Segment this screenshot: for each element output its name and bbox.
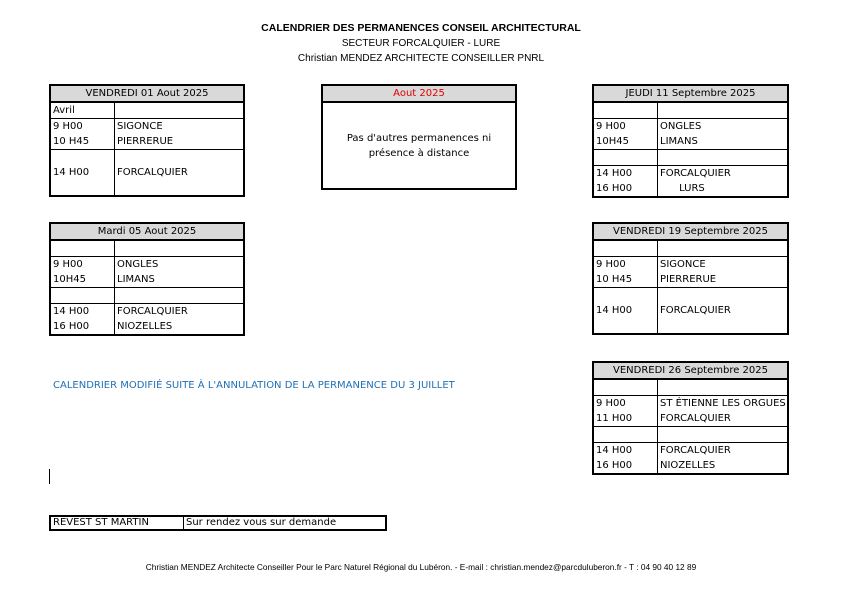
location-cell: ONGLES (117, 259, 159, 270)
time-cell: 9 H00 (51, 119, 115, 134)
location-cell: PIERRERUE (115, 134, 243, 150)
time-cell: 16 H00 (594, 181, 658, 196)
location-cell: FORCALQUIER (660, 168, 731, 179)
schedule-grid (51, 103, 243, 195)
location-cell (115, 150, 243, 165)
time-cell: 10 H45 (51, 134, 115, 150)
location-cell (115, 103, 243, 119)
time-cell (594, 103, 658, 119)
time-cell: 10H45 (51, 272, 115, 288)
location-cell: FORCALQUIER (117, 167, 188, 178)
table-title: VENDREDI 01 Aout 2025 (51, 86, 243, 103)
location-cell (658, 150, 787, 166)
location-cell: LIMANS (115, 272, 243, 288)
revest-place: REVEST ST MARTIN (51, 517, 184, 529)
footer-contact: Christian MENDEZ Architecte Conseiller Pour le Parc Naturel Régional du Lubéron. - E-mail : christian.mendez@parcduluberon.fr - T : 04 90 40 12 89 (145, 562, 697, 572)
time-cell (594, 150, 658, 166)
schedule-grid (594, 241, 787, 333)
august-title: Aout 2025 (323, 86, 515, 103)
location-cell: ST ÉTIENNE LES ORGUES (660, 398, 786, 409)
location-cell (658, 380, 787, 396)
time-cell (594, 288, 658, 303)
location-cell: FORCALQUIER (117, 306, 188, 317)
time-cell (51, 241, 115, 257)
page-title: CALENDRIER DES PERMANENCES CONSEIL ARCHITECTURAL (261, 22, 581, 34)
location-cell (658, 318, 787, 333)
location-cell (658, 288, 787, 303)
text-cursor (49, 469, 50, 484)
table-title: VENDREDI 26 Septembre 2025 (594, 363, 787, 380)
time-cell (594, 318, 658, 333)
time-cell: 10H45 (594, 134, 658, 150)
time-cell: 9 H00 (594, 396, 658, 411)
sector-subtitle: SECTEUR FORCALQUIER - LURE (341, 38, 501, 49)
location-cell: PIERRERUE (658, 272, 787, 288)
time-cell: 14 H00 (51, 165, 115, 180)
location-cell: ONGLES (660, 121, 702, 132)
time-cell: 9 H00 (594, 119, 658, 134)
location-cell: NIOZELLES (117, 321, 173, 332)
table-title: VENDREDI 19 Septembre 2025 (594, 224, 787, 241)
location-cell (658, 103, 787, 119)
schedule-grid (594, 380, 787, 473)
table-title: Mardi 05 Aout 2025 (51, 224, 243, 241)
table-vendredi-26-septembre (592, 361, 789, 475)
time-cell (51, 288, 115, 304)
time-cell: 16 H00 (51, 319, 115, 334)
location-cell: FORCALQUIER (660, 305, 731, 316)
revest-info: Sur rendez vous sur demande (186, 517, 337, 528)
table-vendredi-19-septembre (592, 222, 789, 335)
location-cell: LIMANS (658, 134, 787, 150)
time-cell: 14 H00 (51, 304, 115, 319)
architect-subtitle: Christian MENDEZ ARCHITECTE CONSEILLER PNRL (297, 53, 545, 64)
location-cell: FORCALQUIER (660, 445, 731, 456)
table-mardi-05-aout (49, 222, 245, 336)
location-cell (115, 288, 243, 304)
table-title: JEUDI 11 Septembre 2025 (594, 86, 787, 103)
schedule-grid (594, 103, 787, 196)
location-cell: FORCALQUIER (658, 411, 787, 427)
time-cell: 11 H00 (594, 411, 658, 427)
time-cell (594, 241, 658, 257)
time-cell: 14 H00 (594, 443, 658, 458)
time-cell (594, 427, 658, 443)
august-box (321, 84, 517, 190)
location-cell: SIGONCE (660, 259, 706, 270)
table-vendredi-01-aout (49, 84, 245, 197)
location-cell (658, 427, 787, 443)
location-cell (115, 180, 243, 195)
location-cell (115, 241, 243, 257)
location-cell: LURS (660, 183, 705, 194)
table-jeudi-11-septembre (592, 84, 789, 198)
time-cell (51, 180, 115, 195)
time-cell: 16 H00 (594, 458, 658, 473)
time-cell: Avril (51, 103, 115, 119)
revest-row (49, 515, 387, 531)
time-cell: 9 H00 (594, 257, 658, 272)
time-cell: 9 H00 (51, 257, 115, 272)
august-message: Pas d'autres permanences ni présence à distance (346, 132, 492, 159)
time-cell: 14 H00 (594, 166, 658, 181)
schedule-grid (51, 241, 243, 334)
location-cell: SIGONCE (117, 121, 163, 132)
location-cell (658, 241, 787, 257)
time-cell: 10 H45 (594, 272, 658, 288)
location-cell: NIOZELLES (660, 460, 716, 471)
time-cell (594, 380, 658, 396)
time-cell: 14 H00 (594, 303, 658, 318)
schedule-change-notice: CALENDRIER MODIFIÉ SUITE À L'ANNULATION DE LA PERMANENCE DU 3 JUILLET (53, 380, 455, 391)
time-cell (51, 150, 115, 165)
